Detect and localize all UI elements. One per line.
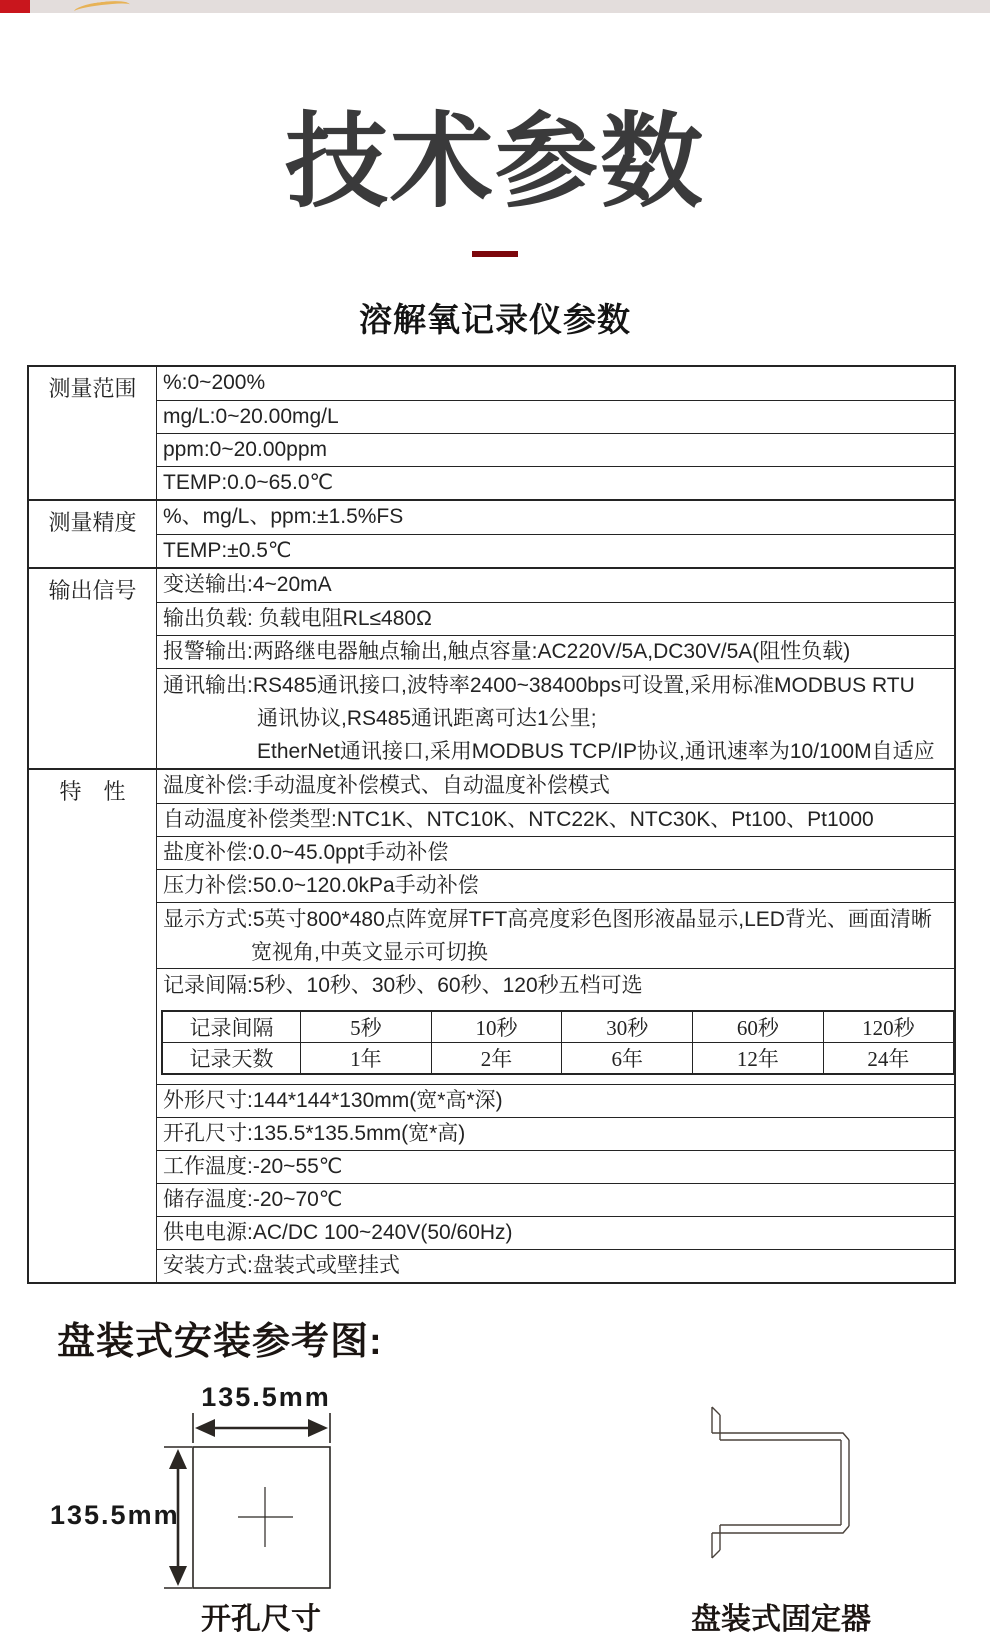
spec-group-features: [29, 768, 954, 1282]
display-line: 显示方式:5英寸800*480点阵宽屏TFT高亮度彩色图形液晶显示,LED背光、画面清晰: [163, 908, 932, 931]
comm-line: EtherNet通讯接口,采用MODBUS TCP/IP协议,通讯速率为10/100M自适应: [257, 740, 935, 763]
mounting-section-heading: 盘装式安装参考图:: [57, 1321, 383, 1363]
cutout-width-label: 135.5mm: [201, 1382, 331, 1412]
cutout-height-label: 135.5mm: [50, 1500, 180, 1530]
gold-ribbon-fragment: [73, 0, 130, 17]
spec-row: 自动温度补偿类型:NTC1K、NTC10K、NTC22K、NTC30K、Pt100、Pt1000: [157, 803, 954, 836]
record-interval-text: 记录间隔:5秒、10秒、30秒、60秒、120秒五档可选: [163, 974, 643, 997]
spec-row: 报警输出:两路继电器触点输出,触点容量:AC220V/5A,DC30V/5A(阻性负载): [157, 635, 954, 668]
arrowhead-up: [169, 1449, 187, 1469]
display-line: 宽视角,中英文显示可切换: [251, 941, 488, 964]
record-table-cell: 30秒: [562, 1011, 693, 1043]
record-table-cell: 12年: [693, 1043, 824, 1075]
spec-row: 温度补偿:手动温度补偿模式、自动温度补偿模式: [163, 774, 610, 797]
record-table-cell: 60秒: [693, 1011, 824, 1043]
fixer-diagram: [660, 1395, 890, 1570]
record-table-cell: 记录间隔: [162, 1011, 301, 1043]
subtitle: 溶解氧记录仪参数: [359, 301, 631, 338]
top-strip: [0, 0, 990, 13]
cutout-caption: 开孔尺寸: [201, 1603, 321, 1634]
record-table-cell: 6年: [562, 1043, 693, 1075]
group-label: 特 性: [29, 770, 157, 1282]
red-banner-fragment: [0, 0, 30, 13]
group-rows: [157, 367, 954, 499]
spec-row: %:0~200%: [163, 371, 266, 394]
group-label: 输出信号: [29, 569, 157, 768]
group-label: 测量精度: [29, 501, 157, 567]
spec-row: 开孔尺寸:135.5*135.5mm(宽*高): [157, 1117, 954, 1150]
group-rows: [157, 770, 954, 1282]
table-row: [162, 1043, 954, 1075]
spec-row: 外形尺寸:144*144*130mm(宽*高*深): [157, 1084, 954, 1117]
spec-row: 变送输出:4~20mA: [163, 573, 332, 596]
record-table-cell: 24年: [823, 1043, 954, 1075]
comm-line: 通讯协议,RS485通讯距离可达1公里;: [257, 707, 597, 730]
spec-row-display-mode: [157, 902, 954, 968]
spec-row: 安装方式:盘装式或壁挂式: [157, 1249, 954, 1282]
record-days-table: [161, 1010, 955, 1075]
record-table-cell: 1年: [301, 1043, 432, 1075]
arrowhead-right: [308, 1419, 328, 1437]
spec-group-output-signal: [29, 567, 954, 768]
spec-row: TEMP:±0.5℃: [157, 534, 954, 567]
spec-row: %、mg/L、ppm:±1.5%FS: [163, 505, 404, 528]
spec-row: 压力补偿:50.0~120.0kPa手动补偿: [157, 869, 954, 902]
spec-row: 工作温度:-20~55℃: [157, 1150, 954, 1183]
spec-row: 供电电源:AC/DC 100~240V(50/60Hz): [157, 1216, 954, 1249]
spec-group-accuracy: [29, 499, 954, 567]
arrowhead-down: [169, 1566, 187, 1586]
spec-row: 输出负载: 负载电阻RL≤480Ω: [157, 602, 954, 635]
spec-row-record-interval: [157, 968, 954, 1084]
group-rows: [157, 569, 954, 768]
record-table-cell: 120秒: [823, 1011, 954, 1043]
spec-row: TEMP:0.0~65.0℃: [157, 466, 954, 499]
spec-row-comm-output: [157, 668, 954, 768]
spec-row: 储存温度:-20~70℃: [157, 1183, 954, 1216]
arrowhead-left: [195, 1419, 215, 1437]
group-label: 测量范围: [29, 367, 157, 499]
spec-group-measure-range: [29, 367, 954, 499]
table-row: [162, 1011, 954, 1043]
group-rows: [157, 501, 954, 567]
fixer-caption: 盘装式固定器: [691, 1603, 871, 1634]
spec-row: mg/L:0~20.00mg/L: [157, 400, 954, 433]
comm-line: 通讯输出:RS485通讯接口,波特率2400~38400bps可设置,采用标准MODBUS RTU: [163, 674, 915, 697]
record-table-cell: 记录天数: [162, 1043, 301, 1075]
bracket-outline: [712, 1407, 849, 1558]
record-table-cell: 10秒: [431, 1011, 562, 1043]
record-table-cell: 2年: [431, 1043, 562, 1075]
spec-row: 盐度补偿:0.0~45.0ppt手动补偿: [157, 836, 954, 869]
page-title: 技术参数: [285, 104, 705, 219]
spec-table: [27, 365, 956, 1284]
spec-row: ppm:0~20.00ppm: [157, 433, 954, 466]
record-table-cell: 5秒: [301, 1011, 432, 1043]
title-divider: [472, 251, 518, 257]
